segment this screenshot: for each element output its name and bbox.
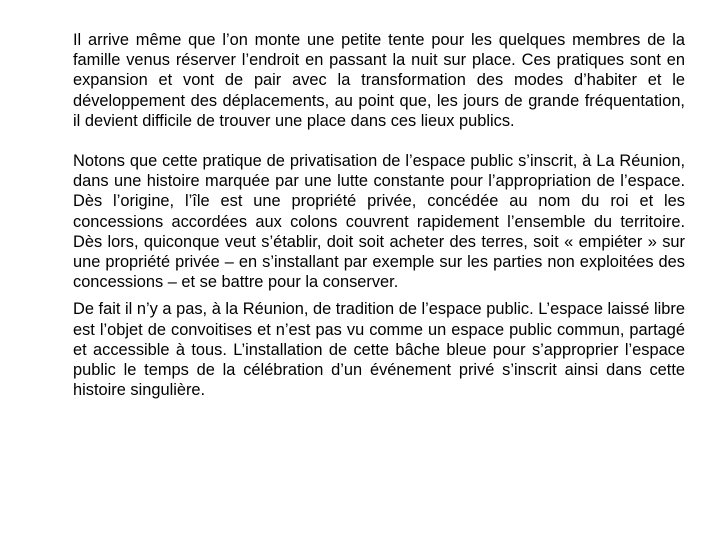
document-body	[73, 30, 685, 400]
paragraph-public-space-tradition: De fait il n’y a pas, à la Réunion, de tradition de l’espace public. L’espace laissé libre est l’objet de convoitises et n’est pas vu comme un espace public commun, partagé et accessible à tous. L’installation de cette bâche bleue pour s’approprier l’espace public le temps de la célébration d’un événement privé s’inscrit ainsi dans cette histoire singulière.	[73, 300, 685, 400]
paragraph-privatisation-history: Notons que cette pratique de privatisation de l’espace public s’inscrit, à La Réunion, dans une histoire marquée par une lutte constante pour l’appropriation de l’espace. Dès l’origine, l’île est une propriété privée, concédée au nom du roi et les concessions accordées aux colons couvrent rapidement l’ensemble du territoire. Dès lors, quiconque veut s’établir, doit soit acheter des terres, soit « empiéter » sur une propriété privée – en s’installant par exemple sur les parties non exploitées des concessions – et se battre pour la conserver.	[73, 152, 685, 292]
paragraph-tent-practice: Il arrive même que l’on monte une petite tente pour les quelques membres de la famille venus réserver l’endroit en passant la nuit sur place. Ces pratiques sont en expansion et vont de pair avec la transformation des modes d’habiter et le développement des déplacements, au point que, les jours de grande fréquentation, il devient difficile de trouver une place dans ces lieux publics.	[73, 31, 685, 130]
